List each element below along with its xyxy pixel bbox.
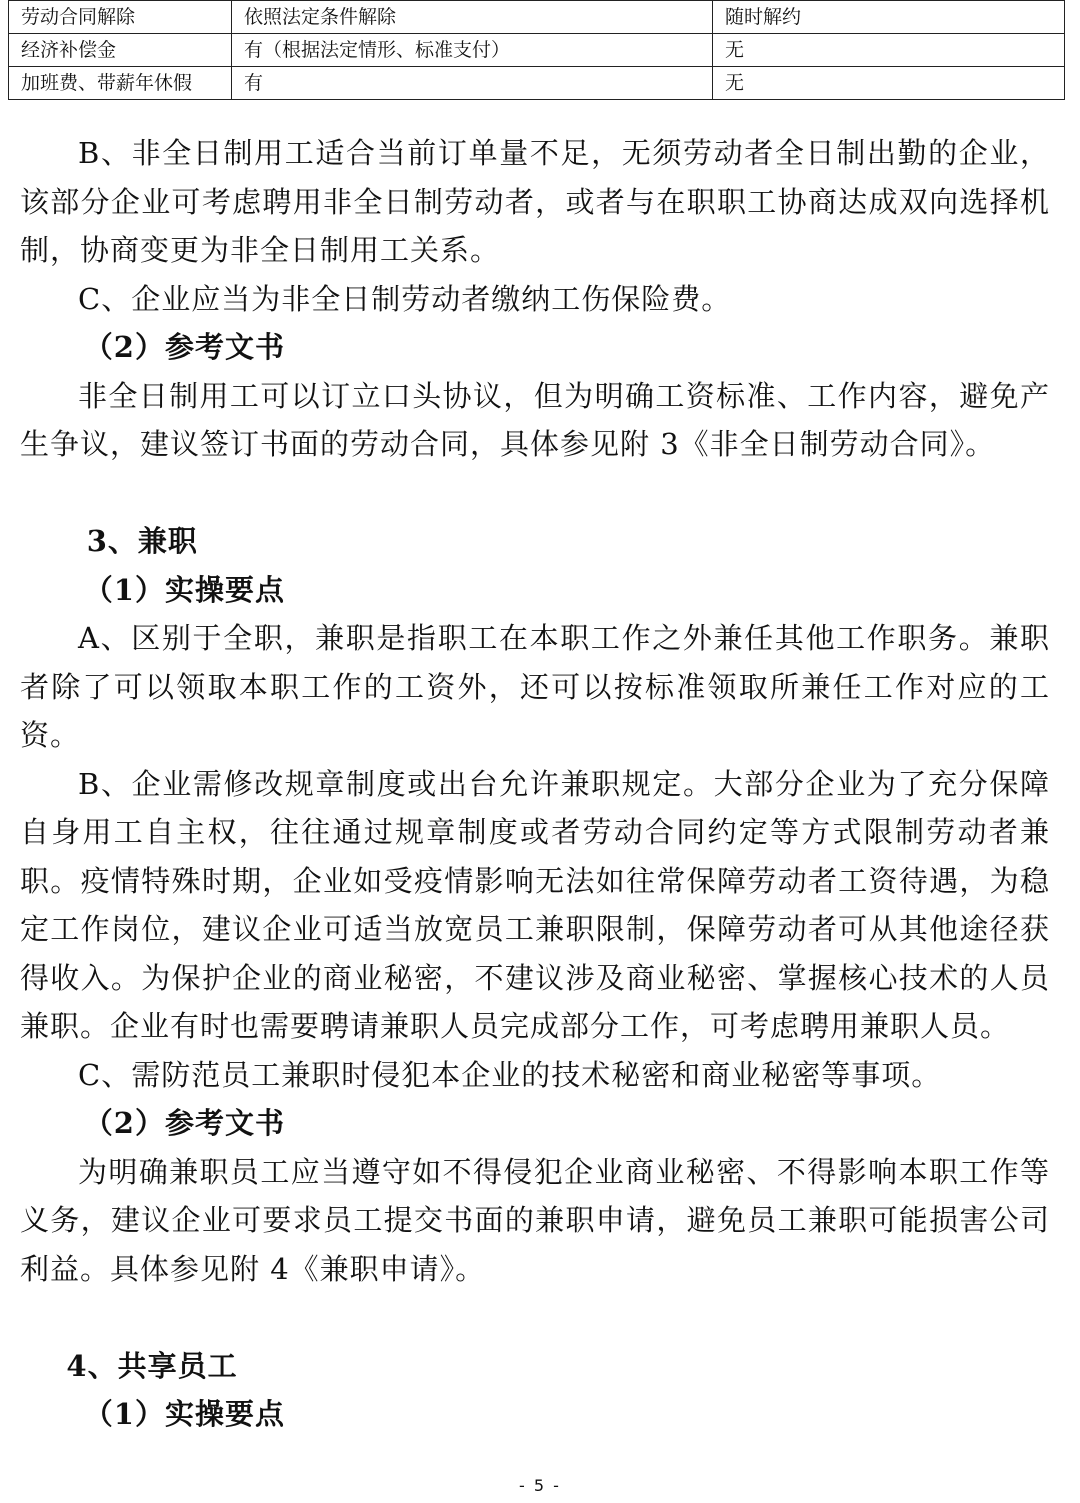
- comparison-table: [8, 0, 1065, 100]
- heading-key-points: （1）实操要点: [83, 572, 285, 607]
- table-cell: 无: [713, 67, 1065, 100]
- table-cell: 经济补偿金: [9, 34, 232, 67]
- heading-key-points-2: （1）实操要点: [83, 1397, 285, 1431]
- table-row: [9, 67, 1065, 100]
- blank-line: [20, 1293, 1050, 1342]
- heading-section-4: 4、共享员工: [66, 1348, 238, 1383]
- table-cell: 有: [232, 67, 713, 100]
- paragraph-a-moonlighting: A、区别于全职，兼职是指职工在本职工作之外兼任其他工作职务。兼职者除了可以领取本职工作的工资外，还可以按标准领取所兼任工作对应的工资。: [20, 621, 1050, 752]
- document-body: [20, 129, 1050, 1439]
- table-cell: 有（根据法定情形、标准支付）: [232, 34, 713, 67]
- heading-section-3: 3、兼职: [86, 524, 198, 558]
- heading-reference-docs: （2）参考文书: [83, 330, 285, 364]
- table-cell: 无: [713, 34, 1065, 67]
- paragraph-application: 为明确兼职员工应当遵守如不得侵犯企业商业秘密、不得影响本职工作等义务，建议企业可要求员工提交书面的兼职申请，避免员工兼职可能损害公司利益。具体参见附 4《兼职申请》。: [20, 1154, 1050, 1286]
- heading-reference-docs-2: （2）参考文书: [83, 1106, 285, 1140]
- paragraph-oral-agreement: 非全日制用工可以订立口头协议，但为明确工资标准、工作内容，避免产生争议，建议签订书面的劳动合同，具体参见附 3《非全日制劳动合同》。: [20, 378, 1050, 461]
- blank-line: [20, 469, 1050, 518]
- paragraph-b-regulations: B、企业需修改规章制度或出台允许兼职规定。大部分企业为了充分保障自身用工自主权，往往通过规章制度或者劳动合同约定等方式限制劳动者兼职。疫情特殊时期，企业如受疫情影响无法如往常保障劳动者工资待遇，为稳定工作岗位，建议企业可适当放宽员工兼职限制，保障劳动者可从其他途径获得收入。为保护企业的商业秘密，不建议涉及商业秘密、掌握核心技术的人员兼职。企业有时也需要聘请兼职人员完成部分工作，可考虑聘用兼职人员。: [20, 766, 1050, 1043]
- table-cell: 劳动合同解除: [9, 1, 232, 34]
- table-cell: 依照法定条件解除: [232, 1, 713, 34]
- page-number: - 5 -: [519, 1476, 561, 1495]
- paragraph-b-part-time: B、非全日制用工适合当前订单量不足，无须劳动者全日制出勤的企业，该部分企业可考虑聘用非全日制劳动者，或者与在职职工协商达成双向选择机制，协商变更为非全日制用工关系。: [20, 136, 1050, 267]
- paragraph-c-injury-insurance: C、企业应当为非全日制劳动者缴纳工伤保险费。: [78, 281, 732, 316]
- table-cell: 随时解约: [713, 1, 1065, 34]
- paragraph-c-secrets: C、需防范员工兼职时侵犯本企业的技术秘密和商业秘密等事项。: [78, 1057, 942, 1092]
- table-cell: 加班费、带薪年休假: [9, 67, 232, 100]
- table-row: [9, 34, 1065, 67]
- table-row: [9, 1, 1065, 34]
